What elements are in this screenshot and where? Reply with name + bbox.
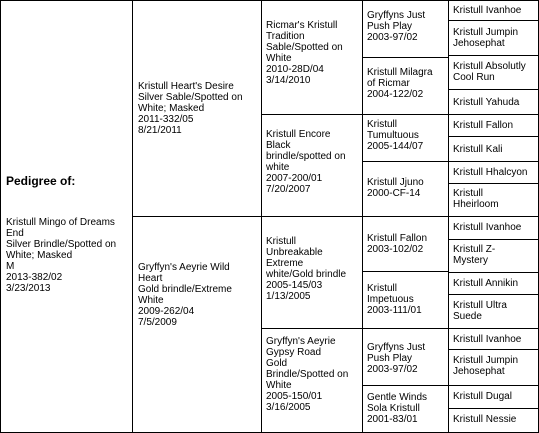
gg-grandparent-cell-6 bbox=[448, 136, 539, 162]
gg-grandparent-10-text: Kristull Z- Mystery bbox=[453, 244, 496, 266]
gg-grandparent-13-text: Kristull Ivanhoe bbox=[453, 334, 522, 345]
great-grandparent-cell-2 bbox=[362, 57, 449, 115]
gg-grandparent-cell-13 bbox=[448, 328, 539, 350]
gg-grandparent-4-text: Kristull Yahuda bbox=[453, 97, 520, 108]
gg-grandparent-14-text: Kristull Jumpin Jehosephat bbox=[453, 355, 519, 377]
grandparent-3-text: Kristull Unbreakable Extreme white/Gold brindle 2005-145/03 1/13/2005 bbox=[266, 236, 347, 302]
gg-grandparent-cell-9 bbox=[448, 216, 539, 240]
subject-cell bbox=[0, 0, 133, 433]
great-grandparent-cell-3 bbox=[362, 114, 449, 162]
parent-dam-text: Gryffyn's Aeyrie Wild Heart Gold brindle/Extreme White 2009-262/04 7/5/2009 bbox=[138, 262, 232, 328]
gg-grandparent-16-text: Kristull Nessie bbox=[453, 414, 517, 425]
great-grandparent-cell-5 bbox=[362, 216, 449, 272]
gg-grandparent-cell-14 bbox=[448, 349, 539, 386]
parent-sire-text: Kristull Heart's Desire Silver Sable/Spotted on White; Masked 2011-332/05 8/21/2011 bbox=[138, 81, 243, 136]
parent-cell-sire bbox=[132, 0, 262, 217]
grandparent-2-text: Kristull Encore Black brindle/spotted on white 2007-200/01 7/20/2007 bbox=[266, 129, 346, 195]
gg-grandparent-cell-10 bbox=[448, 239, 539, 273]
gg-grandparent-5-text: Kristull Fallon bbox=[453, 120, 514, 131]
pedigree-heading: Pedigree of: bbox=[6, 174, 76, 188]
gg-grandparent-cell-5 bbox=[448, 114, 539, 137]
grandparent-cell-4 bbox=[261, 328, 363, 433]
great-grandparent-cell-4 bbox=[362, 161, 449, 217]
grandparent-cell-1 bbox=[261, 0, 363, 115]
gg-grandparent-11-text: Kristull Annikin bbox=[453, 278, 519, 289]
gg-grandparent-15-text: Kristull Dugal bbox=[453, 391, 512, 402]
gg-grandparent-9-text: Kristull Ivanhoe bbox=[453, 222, 522, 233]
great-grandparent-8-text: Gentle Winds Sola Kristull 2001-83/01 bbox=[367, 392, 428, 425]
great-grandparent-cell-7 bbox=[362, 328, 449, 386]
grandparent-1-text: Ricmar's Kristull Tradition Sable/Spotted on White 2010-28D/04 3/14/2010 bbox=[266, 20, 343, 86]
great-grandparent-5-text: Kristull Fallon 2003-102/02 bbox=[367, 233, 428, 255]
gg-grandparent-6-text: Kristull Kali bbox=[453, 144, 503, 155]
gg-grandparent-cell-11 bbox=[448, 272, 539, 295]
great-grandparent-3-text: Kristull Tumultuous 2005-144/07 bbox=[367, 119, 424, 152]
great-grandparent-cell-8 bbox=[362, 385, 449, 433]
great-grandparent-4-text: Kristull Jjuno 2000-CF-14 bbox=[367, 177, 424, 199]
great-grandparent-1-text: Gryffyns Just Push Play 2003-97/02 bbox=[367, 10, 426, 43]
gg-grandparent-cell-12 bbox=[448, 294, 539, 329]
subject-details: Kristull Mingo of Dreams End Silver Brindle/Spotted on White; Masked M 2013-382/02 3/23/2013 bbox=[6, 217, 117, 294]
gg-grandparent-cell-7 bbox=[448, 161, 539, 184]
great-grandparent-7-text: Gryffyns Just Push Play 2003-97/02 bbox=[367, 342, 426, 375]
gg-grandparent-cell-1 bbox=[448, 0, 539, 21]
gg-grandparent-3-text: Kristull Absolutly Cool Run bbox=[453, 61, 526, 83]
gg-grandparent-12-text: Kristull Ultra Suede bbox=[453, 300, 507, 322]
gg-grandparent-cell-2 bbox=[448, 20, 539, 56]
gg-grandparent-cell-8 bbox=[448, 183, 539, 217]
gg-grandparent-cell-15 bbox=[448, 385, 539, 409]
great-grandparent-cell-6 bbox=[362, 271, 449, 329]
gg-grandparent-7-text: Kristull Hhalcyon bbox=[453, 167, 528, 178]
grandparent-4-text: Gryffyn's Aeyrie Gypsy Road Gold Brindle/Spotted on White 2005-150/01 3/16/2005 bbox=[266, 336, 349, 413]
great-grandparent-cell-1 bbox=[362, 0, 449, 58]
gg-grandparent-cell-16 bbox=[448, 408, 539, 433]
gg-grandparent-2-text: Kristull Jumpin Jehosephat bbox=[453, 27, 519, 49]
great-grandparent-2-text: Kristull Milagra of Ricmar 2004-122/02 bbox=[367, 67, 433, 100]
parent-cell-dam bbox=[132, 216, 262, 433]
gg-grandparent-cell-3 bbox=[448, 55, 539, 90]
gg-grandparent-cell-4 bbox=[448, 89, 539, 115]
grandparent-cell-3 bbox=[261, 216, 363, 329]
great-grandparent-6-text: Kristull Impetuous 2003-111/01 bbox=[367, 283, 422, 316]
grandparent-cell-2 bbox=[261, 114, 363, 217]
gg-grandparent-1-text: Kristull Ivanhoe bbox=[453, 5, 522, 16]
gg-grandparent-8-text: Kristull Hheirloom bbox=[453, 188, 499, 210]
